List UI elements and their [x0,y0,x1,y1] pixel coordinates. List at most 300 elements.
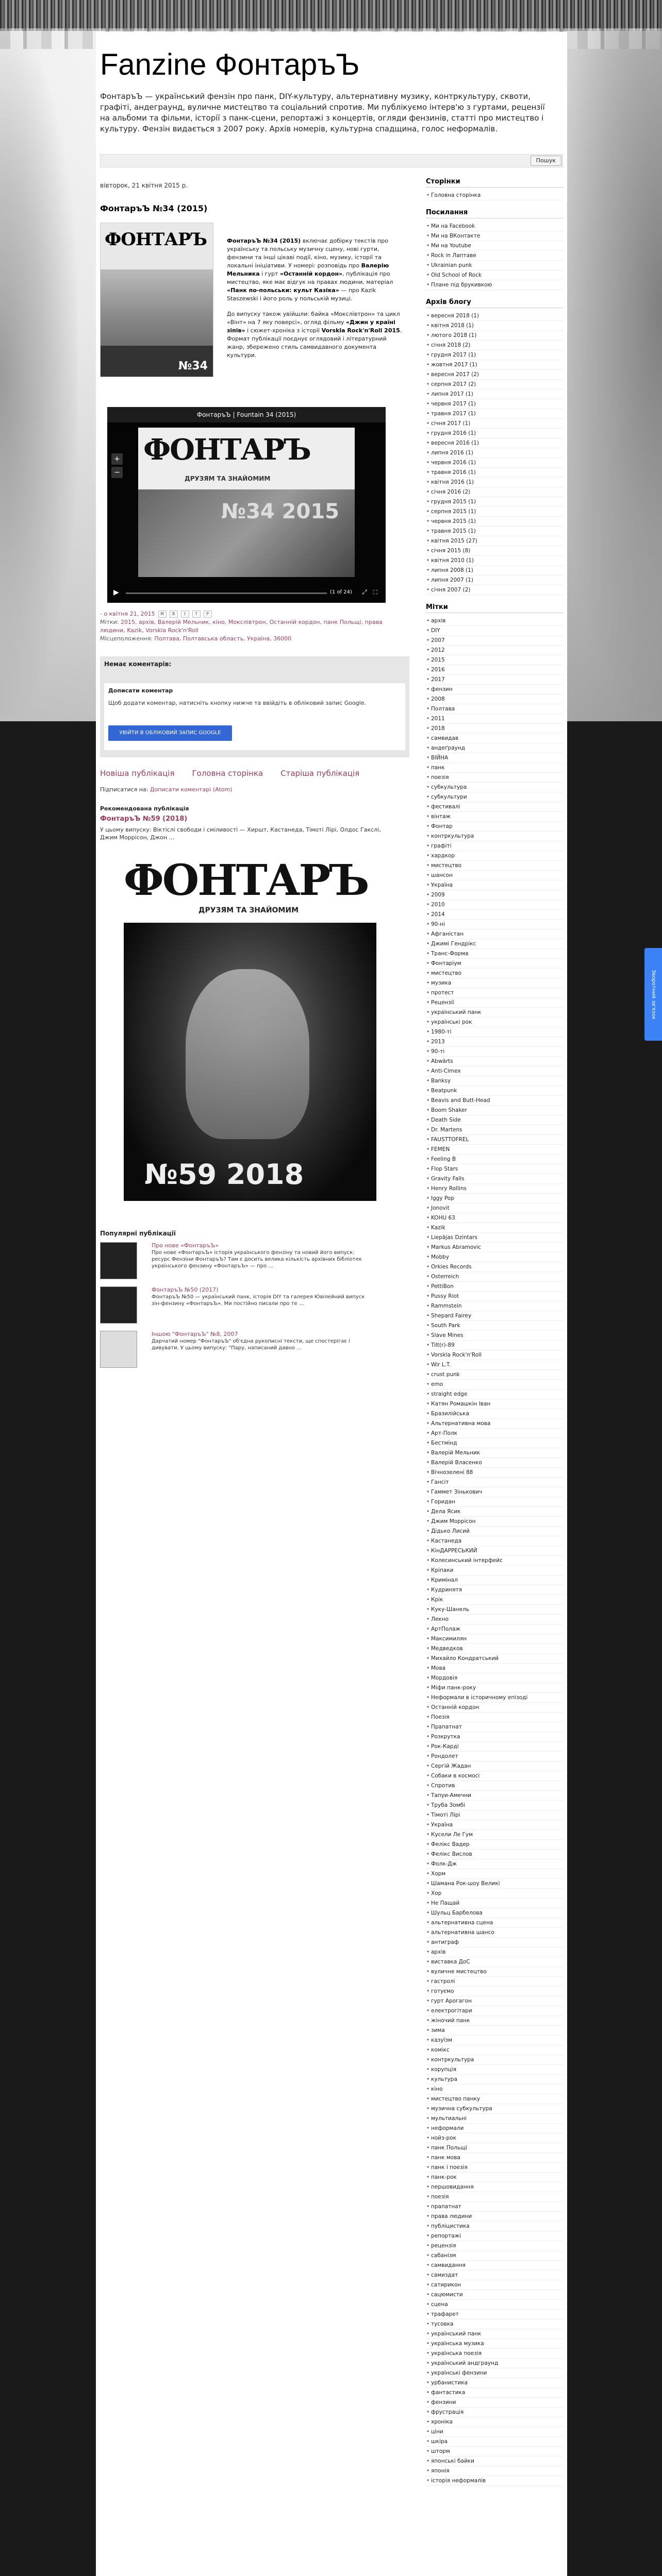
label-item-link[interactable]: Колесинський інтерфейс [431,1557,503,1564]
play-icon[interactable]: ▶ [113,588,119,597]
label-item-link[interactable]: Фелікс Вислов [431,1851,472,1857]
label-item-link[interactable]: Не Пащай [431,1900,460,1906]
label-item-link[interactable]: Кусели Ле Гум [431,1832,473,1838]
label-item-link[interactable]: субкультури [431,794,467,800]
label-item-link[interactable]: Liepājas Dzintars [431,1234,477,1241]
label-item[interactable] [426,1360,563,1370]
label-item[interactable] [426,763,563,773]
label-item-link[interactable]: мистецтво панку [431,2096,481,2102]
label-item[interactable] [426,900,563,910]
home-link[interactable]: Головна сторінка [192,769,263,778]
label-item-link[interactable]: DIY [431,628,440,634]
label-item[interactable] [426,2182,563,2192]
sidebar-link-item[interactable] [426,231,563,241]
archive-item[interactable] [426,321,563,331]
label-item[interactable] [426,1419,563,1429]
archive-item[interactable] [426,507,563,517]
archive-item[interactable] [426,370,563,380]
label-item[interactable] [426,2173,563,2182]
label-item[interactable] [426,626,563,636]
label-item-link[interactable]: неформали [431,2125,464,2131]
label-item[interactable] [426,1703,563,1713]
label-item[interactable] [426,1380,563,1389]
label-item-link[interactable]: KOHU 63 [431,1215,455,1221]
label-item-link[interactable]: Mobby [431,1254,450,1260]
label-item-link[interactable]: архів [431,1949,446,1955]
label-item[interactable] [426,2084,563,2094]
label-item[interactable] [426,2192,563,2202]
archive-item-link[interactable]: січня 2018 (2) [431,342,471,348]
label-item-link[interactable]: фестивалі [431,804,460,810]
label-item[interactable] [426,753,563,763]
archive-item-link[interactable]: червня 2017 (1) [431,401,476,407]
archive-item-link[interactable]: червня 2016 (1) [431,460,476,466]
label-item[interactable] [426,890,563,900]
label-item-link[interactable]: Максимилян [431,1636,467,1642]
label-item[interactable] [426,1213,563,1223]
zoom-out-icon[interactable]: − [111,467,123,478]
label-item-link[interactable]: 2008 [431,696,445,702]
label-item-link[interactable]: сатирикон [431,2282,461,2288]
label-item[interactable] [426,1272,563,1282]
label-item[interactable] [426,1928,563,1938]
label-item-link[interactable]: 2016 [431,667,445,673]
label-item[interactable] [426,665,563,675]
label-item[interactable] [426,1879,563,1889]
label-item-link[interactable]: Вічнозелені 88 [431,1469,473,1476]
featured-cover-image[interactable] [113,851,387,1206]
label-item[interactable] [426,1947,563,1957]
label-item[interactable] [426,1615,563,1624]
archive-item[interactable] [426,350,563,360]
label-item-link[interactable]: кіно [431,2086,443,2092]
label-item[interactable] [426,724,563,734]
label-item-link[interactable]: Арт-Полк [431,1430,458,1436]
label-item-link[interactable]: 2010 [431,902,445,908]
archive-item[interactable] [426,527,563,536]
label-item[interactable] [426,1008,563,1018]
label-item[interactable] [426,1184,563,1194]
label-item[interactable] [426,1742,563,1752]
archive-item[interactable] [426,419,563,429]
label-item[interactable] [426,998,563,1008]
archive-item-link[interactable]: січня 2017 (1) [431,420,471,427]
label-item[interactable] [426,1575,563,1585]
archive-item[interactable] [426,429,563,438]
label-item-link[interactable]: сацюмисти [431,2292,463,2298]
label-item-link[interactable]: Vorskla Rock'n'Roll [431,1352,482,1358]
label-item-link[interactable]: мистецтво [431,862,461,869]
label-item-link[interactable]: Україна [431,1822,453,1828]
label-item-link[interactable]: мультиальні [431,2115,467,2122]
label-item[interactable] [426,1252,563,1262]
label-item[interactable] [426,773,563,783]
label-item-link[interactable]: 1980-ті [431,1029,452,1035]
label-item-link[interactable]: поезія [431,774,449,781]
label-item[interactable] [426,2398,563,2408]
search-button[interactable]: Пошук [531,156,561,166]
sidebar-link-item[interactable] [426,261,563,270]
archive-item[interactable] [426,380,563,389]
label-item[interactable] [426,1664,563,1673]
label-item[interactable] [426,1536,563,1546]
archive-item-link[interactable]: квітня 2016 (1) [431,479,474,485]
sidebar-link-item-link[interactable]: Ukrainian punk [431,262,472,268]
label-item-link[interactable]: Кастанеда [431,1538,462,1544]
label-item-link[interactable]: культура [431,2076,457,2082]
label-item-link[interactable]: Україна [431,882,453,888]
label-item-link[interactable]: Крік [431,1597,443,1603]
label-item-link[interactable]: Дідько Лисий [431,1528,470,1534]
label-item[interactable] [426,1693,563,1703]
archive-item[interactable] [426,536,563,546]
archive-item[interactable] [426,497,563,507]
label-item[interactable] [426,1987,563,1996]
label-item[interactable] [426,2094,563,2104]
label-item[interactable] [426,1810,563,1820]
label-item[interactable] [426,2388,563,2398]
label-item-link[interactable]: хардкор [431,853,455,859]
post-timestamp-link[interactable]: о квітня 21, 2015 [104,611,155,617]
label-item[interactable] [426,1204,563,1213]
label-item[interactable] [426,2231,563,2241]
twitter-share-icon[interactable]: t [181,611,189,618]
label-item[interactable] [426,2143,563,2153]
label-item-link[interactable]: Мова [431,1665,446,1671]
label-item-link[interactable]: Тімоті Лірі [431,1812,460,1818]
label-item[interactable] [426,1145,563,1155]
archive-item[interactable] [426,360,563,370]
label-item-link[interactable]: Boom Shaker [431,1107,467,1113]
archive-item-link[interactable]: січня 2007 (2) [431,587,471,593]
label-item-link[interactable]: жіночий панк [431,2018,470,2024]
label-item-link[interactable]: Спротив [431,1783,455,1789]
label-item-link[interactable]: контркультура [431,2057,474,2063]
popular-title[interactable]: Про нове «ФонтаръЪ» [152,1242,219,1249]
label-item-link[interactable]: альтернативна шансо [431,1929,494,1936]
label-item[interactable] [426,1106,563,1115]
archive-item-link[interactable]: серпня 2017 (2) [431,381,476,387]
label-item-link[interactable]: Shepard Fairey [431,1313,472,1319]
label-item-link[interactable]: Бестмінд [431,1440,457,1446]
label-item-link[interactable]: Beatpunk [431,1088,457,1094]
label-item[interactable] [426,910,563,920]
sidebar-link-item-link[interactable]: Old School of Rock [431,272,482,278]
label-item[interactable] [426,1585,563,1595]
label-item-link[interactable]: українська музика [431,2341,484,2347]
archive-item-link[interactable]: липня 2016 (1) [431,450,473,456]
label-item[interactable] [426,1341,563,1350]
label-item-link[interactable]: Останній кордон [431,1704,479,1710]
label-item[interactable] [426,2427,563,2437]
label-item[interactable] [426,1820,563,1830]
label-item[interactable] [426,1262,563,1272]
label-item[interactable] [426,1761,563,1771]
label-item[interactable] [426,1282,563,1292]
label-item[interactable] [426,1135,563,1145]
label-item-link[interactable]: Osterreich [431,1274,459,1280]
label-item-link[interactable]: Кріпаки [431,1567,454,1573]
label-item[interactable] [426,734,563,743]
archive-item[interactable] [426,331,563,341]
label-item[interactable] [426,2310,563,2319]
label-item[interactable] [426,2456,563,2466]
label-item[interactable] [426,2075,563,2084]
label-item-link[interactable]: панк [431,765,445,771]
label-item[interactable] [426,1468,563,1478]
label-item-link[interactable]: straight edge [431,1391,468,1397]
label-item-link[interactable]: Куку-Шанель [431,1606,469,1613]
label-item[interactable] [426,2329,563,2339]
sidebar-page-item[interactable] [426,191,563,200]
email-share-icon[interactable]: M [158,611,167,618]
label-item-link[interactable]: Рондолет [431,1753,458,1759]
label-item[interactable] [426,2241,563,2251]
label-item[interactable] [426,871,563,880]
label-item-link[interactable]: зима [431,2027,445,2033]
label-item-link[interactable]: японські байки [431,2458,474,2464]
label-item[interactable] [426,1673,563,1683]
label-item-link[interactable]: Flop Stars [431,1166,458,1172]
label-item-link[interactable]: Дела Ясик [431,1509,461,1515]
label-item[interactable] [426,792,563,802]
archive-item-link[interactable]: жовтня 2017 (1) [431,362,477,368]
archive-item[interactable] [426,478,563,487]
sidebar-link-item[interactable] [426,251,563,261]
label-item[interactable] [426,1027,563,1037]
sidebar-link-item-link[interactable]: Ми на ВКонтакте [431,233,481,239]
label-item-link[interactable]: Jonovit [431,1205,450,1211]
label-item-link[interactable]: Фолк-Дж [431,1861,457,1867]
label-item-link[interactable]: Гаммет Зінькович [431,1489,483,1495]
label-item[interactable] [426,655,563,665]
label-item-link[interactable]: FAUSTTOFREL [431,1137,469,1143]
sidebar-page-item-link[interactable]: Головна сторінка [431,192,481,198]
label-item[interactable] [426,675,563,685]
label-item-link[interactable]: Шамана Рок-шоу Великі [431,1880,500,1887]
label-item[interactable] [426,2349,563,2359]
archive-item-link[interactable]: серпня 2015 (1) [431,509,476,515]
label-item[interactable] [426,1478,563,1487]
label-item[interactable] [426,1889,563,1899]
google-signin-button[interactable]: УВІЙТИ В ОБЛІКОВИЙ ЗАПИС GOOGLE [108,725,232,741]
archive-item[interactable] [426,458,563,468]
label-item-link[interactable]: 2009 [431,892,445,898]
label-item-link[interactable]: Транс-Форма [431,951,469,957]
label-item-link[interactable]: Orkies Records [431,1264,472,1270]
label-item-link[interactable]: Труба Зомбі [431,1802,466,1808]
label-item[interactable] [426,1771,563,1781]
label-item-link[interactable]: готуємо [431,1988,454,1994]
label-item-link[interactable]: шкіра [431,2438,448,2445]
archive-item-link[interactable]: вересня 2017 (2) [431,371,479,378]
label-item-link[interactable]: Альтернативна мова [431,1420,491,1427]
label-item[interactable] [426,2359,563,2368]
label-item-link[interactable]: вуличне мистецтво [431,1969,487,1975]
label-item[interactable] [426,1311,563,1321]
label-item-link[interactable]: Прапатнат [431,1724,462,1730]
label-item-link[interactable]: японія [431,2468,450,2474]
label-item[interactable] [426,822,563,832]
label-item[interactable] [426,1331,563,1341]
label-item[interactable] [426,2212,563,2222]
label-item-link[interactable]: Валерій Мельник [431,1450,481,1456]
label-item-link[interactable]: електрогітари [431,2008,472,2014]
label-item-link[interactable]: 90-ні [431,921,445,927]
label-item[interactable] [426,1057,563,1066]
label-item[interactable] [426,1781,563,1791]
label-item[interactable] [426,1458,563,1468]
label-item-link[interactable]: українська поезія [431,2350,482,2357]
label-item[interactable] [426,714,563,724]
archive-item-link[interactable]: грудня 2015 (1) [431,499,476,505]
label-item[interactable] [426,694,563,704]
label-item-link[interactable]: українські фензини [431,2370,487,2376]
label-item-link[interactable]: 2011 [431,716,445,722]
label-item[interactable] [426,1722,563,1732]
older-post-link[interactable]: Старіша публікація [280,769,360,778]
label-item[interactable] [426,783,563,792]
label-item[interactable] [426,2339,563,2349]
archive-item[interactable] [426,585,563,595]
label-item-link[interactable]: трафарет [431,2311,459,2317]
popular-title[interactable]: ФонтаръЪ №50 (2017) [152,1286,219,1293]
label-item[interactable] [426,929,563,939]
label-item-link[interactable]: контркультура [431,833,474,839]
label-item[interactable] [426,2280,563,2290]
label-item-link[interactable]: Хор [431,1890,442,1896]
blog-share-icon[interactable]: B [170,611,178,618]
label-item-link[interactable]: Бразилійська [431,1411,469,1417]
label-item[interactable] [426,1654,563,1664]
label-item[interactable] [426,2378,563,2388]
label-item[interactable] [426,2319,563,2329]
label-item[interactable] [426,616,563,626]
label-item[interactable] [426,1830,563,1840]
label-item-link[interactable]: фензин [431,686,453,692]
label-item[interactable] [426,1233,563,1243]
archive-item-link[interactable]: квітня 2010 (1) [431,557,474,564]
label-item-link[interactable]: Dr. Martens [431,1127,462,1133]
label-item[interactable] [426,1869,563,1879]
label-item[interactable] [426,1448,563,1458]
popular-thumbnail[interactable] [100,1242,137,1279]
popular-item[interactable] [100,1286,409,1328]
embed-progress-bar[interactable] [126,592,327,594]
label-item[interactable] [426,2045,563,2055]
label-item[interactable] [426,1546,563,1556]
featured-title[interactable]: ФонтаръЪ №59 (2018) [100,815,188,823]
archive-item-link[interactable]: грудня 2016 (1) [431,430,476,436]
label-item-link[interactable]: музична субкультура [431,2106,492,2112]
label-item-link[interactable]: Сергій Жадан [431,1763,471,1769]
label-item-link[interactable]: crust punk [431,1371,460,1378]
label-item-link[interactable]: Неформали в історичному епізоді [431,1694,528,1701]
site-title[interactable]: Fanzine ФонтаръЪ [100,48,360,81]
label-item-link[interactable]: права людини [431,2213,472,2219]
label-item-link[interactable]: історія неформалів [431,2478,486,2484]
archive-item-link[interactable]: липня 2017 (1) [431,391,473,397]
label-item[interactable] [426,1595,563,1605]
label-item-link[interactable]: хроніка [431,2419,453,2425]
label-item-link[interactable]: Рок-Карді [431,1743,459,1750]
embed-page-preview[interactable] [138,428,355,577]
label-item[interactable] [426,646,563,655]
label-item[interactable] [426,704,563,714]
archive-item-link[interactable]: травня 2016 (1) [431,469,476,476]
archive-item-link[interactable]: грудня 2017 (1) [431,352,476,358]
label-item[interactable] [426,1487,563,1497]
label-item[interactable] [426,1605,563,1615]
label-item-link[interactable]: панк і поезія [431,2164,468,2171]
label-item[interactable] [426,1644,563,1654]
label-item-link[interactable]: прапатнат [431,2204,461,2210]
label-item-link[interactable]: фензини [431,2399,456,2405]
archive-item-link[interactable]: січня 2015 (8) [431,548,471,554]
label-item-link[interactable]: публіцистика [431,2223,470,2229]
label-item-link[interactable]: Катян Ромашкін Іван [431,1401,491,1407]
label-item-link[interactable]: антиграф [431,1939,459,1945]
archive-item[interactable] [426,341,563,350]
label-item[interactable] [426,1957,563,1967]
label-item[interactable] [426,2065,563,2075]
label-item-link[interactable]: українські рок [431,1019,472,1025]
archive-item-link[interactable]: лютого 2018 (1) [431,332,477,338]
label-item-link[interactable]: панк Польщі [431,2145,467,2151]
label-item-link[interactable]: нойз-рок [431,2135,456,2141]
label-item[interactable] [426,880,563,890]
label-item-link[interactable]: фантастика [431,2389,466,2396]
zoom-in-icon[interactable]: + [111,453,123,465]
label-item[interactable] [426,812,563,822]
label-item[interactable] [426,832,563,841]
archive-item[interactable] [426,487,563,497]
label-item[interactable] [426,1321,563,1331]
label-item-link[interactable]: 2014 [431,911,445,918]
sidebar-link-item[interactable] [426,241,563,251]
label-item-link[interactable]: самвидання [431,2262,466,2268]
label-item-link[interactable]: Кримінал [431,1577,458,1583]
sidebar-link-item[interactable] [426,222,563,231]
label-item[interactable] [426,1194,563,1204]
label-item[interactable] [426,1438,563,1448]
label-item-link[interactable]: Iggy Pop [431,1195,455,1201]
archive-item[interactable] [426,438,563,448]
label-item-link[interactable]: комікс [431,2047,450,2053]
post-title[interactable]: ФонтаръЪ №34 (2015) [100,204,208,213]
label-item[interactable] [426,2153,563,2163]
label-item[interactable] [426,1370,563,1380]
label-item-link[interactable]: Фонтар [431,823,453,829]
label-item-link[interactable]: виставка ДоС [431,1959,470,1965]
label-item-link[interactable]: Медведков [431,1646,463,1652]
label-item[interactable] [426,2417,563,2427]
sidebar-link-item[interactable] [426,280,563,290]
label-item[interactable] [426,2055,563,2065]
label-item[interactable] [426,1066,563,1076]
pinterest-share-icon[interactable]: P [204,611,212,618]
archive-item-link[interactable]: червня 2015 (1) [431,518,476,524]
sidebar-link-item-link[interactable]: Плане під брукивкою [431,282,492,288]
label-item-link[interactable]: вінтаж [431,814,451,820]
label-item-link[interactable]: Лекно [431,1616,449,1622]
label-item[interactable] [426,743,563,753]
label-item[interactable] [426,1096,563,1106]
popular-item[interactable] [100,1242,409,1283]
label-item-link[interactable]: Rammstein [431,1303,462,1309]
label-item[interactable] [426,2368,563,2378]
label-item-link[interactable]: 2013 [431,1039,445,1045]
